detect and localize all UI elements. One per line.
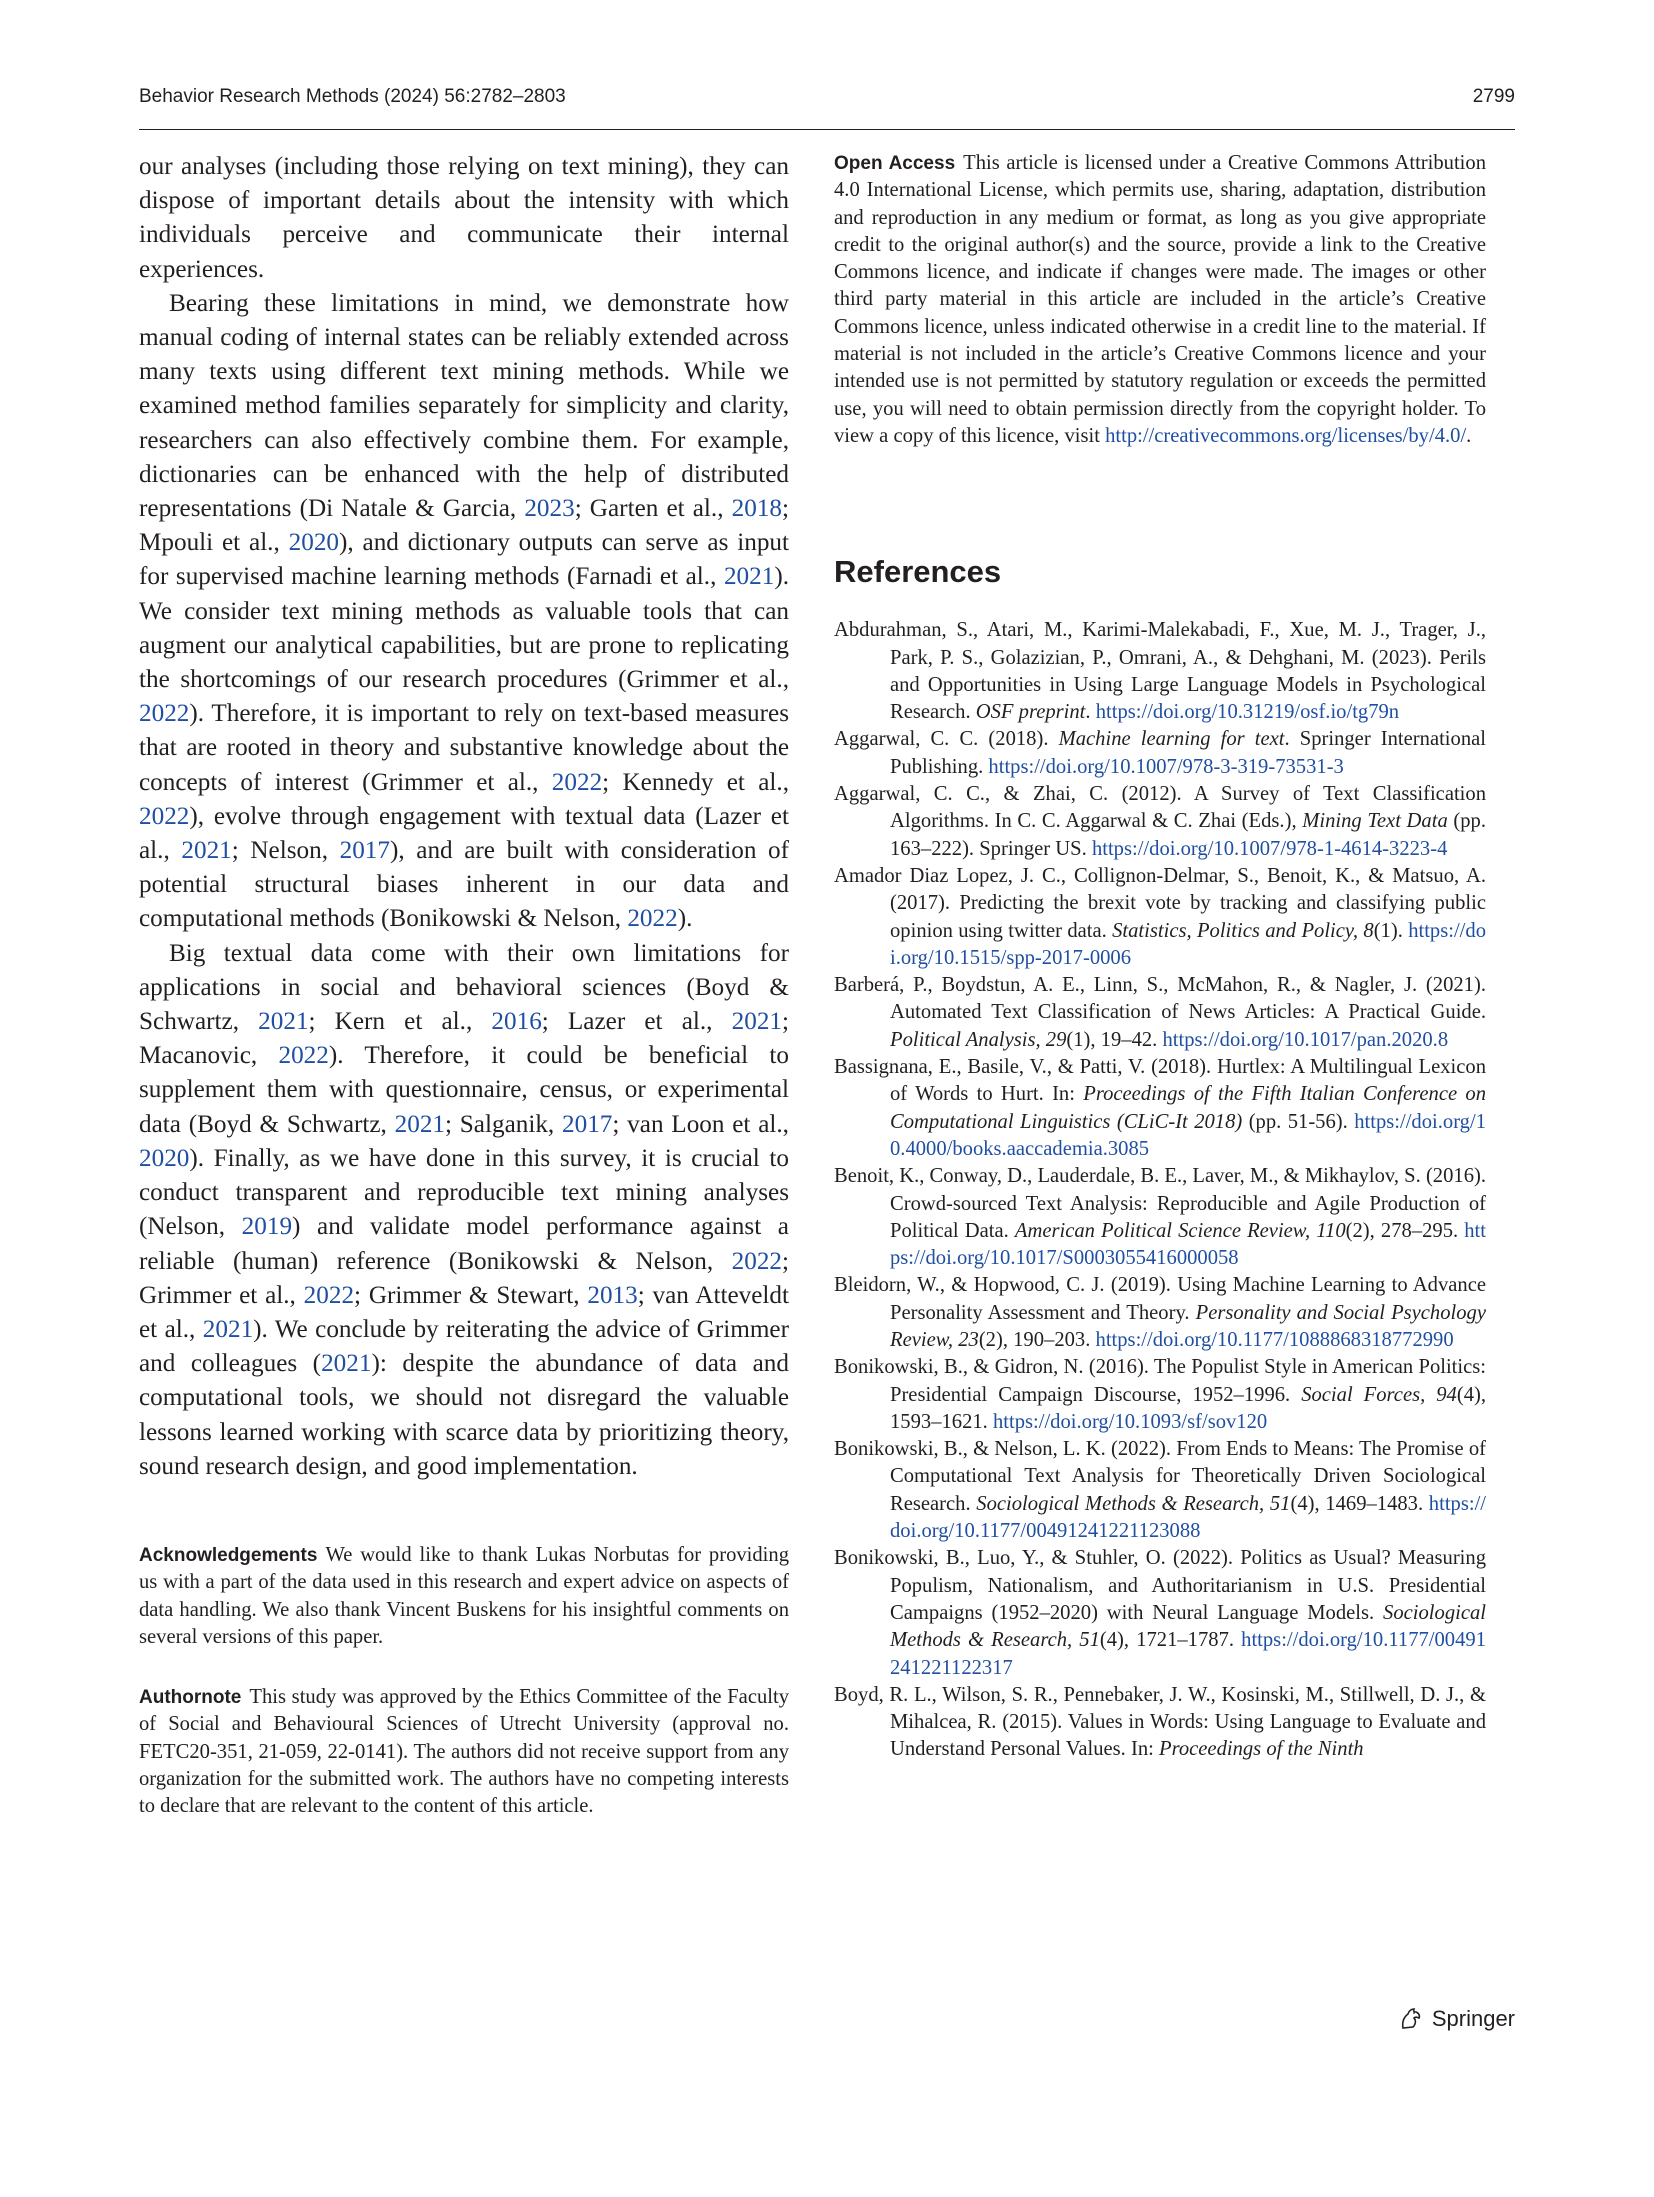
reference-details: (2), 278–295. (1345, 1219, 1465, 1242)
text-run: ). Therefore, it is important to rely on text-based measures that are rooted in theory and substantive knowledge about the concepts of interest (Grimmer et al., (139, 700, 789, 796)
author-note-heading: Authornote (139, 1687, 242, 1709)
header-rule (139, 129, 1515, 130)
text-run: ; Kennedy et al., (602, 768, 789, 796)
reference-doi-link[interactable]: https://doi.org/10.4000/books.aaccademia.3085 (890, 1110, 1486, 1160)
text-run: ; Garten et al., (574, 495, 732, 523)
reference-text: Aggarwal, C. C., & Zhai, C. (2012). A Survey of Text Classification Algorithms. In C. C. Aggarwal & C. Zhai (Eds.), (834, 783, 1486, 833)
reference-text: Bassignana, E., Basile, V., & Patti, V. (2018). Hurtlex: A Multilingual Lexicon of Words to Hurt. In: (834, 1056, 1486, 1106)
reference-text: Benoit, K., Conway, D., Lauderdale, B. E., Laver, M., & Mikhaylov, S. (2016). Crowd-sourced Text Analysis: Reproducible and Agile Production of Political Data. (834, 1165, 1486, 1242)
text-run: ; van Loon et al., (612, 1110, 789, 1138)
text-run: ) and validate model performance against a reliable (human) reference (Bonikowski & Nelson, (139, 1213, 789, 1275)
reference-doi-link[interactable]: https://doi.org/10.1177/1088868318772990 (1095, 1328, 1454, 1351)
reference-source: OSF preprint (975, 701, 1086, 724)
citation-link[interactable]: 2020 (288, 529, 339, 557)
citation-link[interactable]: 2021 (731, 1008, 782, 1036)
springer-horse-icon (1398, 2006, 1424, 2032)
text-run: ; Macanovic, (139, 1008, 789, 1070)
reference-entry (834, 1682, 1486, 1764)
citation-link[interactable]: 2017 (562, 1110, 613, 1138)
citation-link[interactable]: 2022 (627, 905, 678, 933)
text-run: ). We consider text mining methods as valuable tools that can augment our analytical capabilities, but are prone to replicating the shortcomings of our research procedures (Grimmer et al., (139, 563, 789, 694)
reference-source: Machine learning for text (1058, 728, 1285, 751)
reference-source: Proceedings of the Ninth (1159, 1738, 1364, 1761)
reference-source: American Political Science Review, 110 (1014, 1219, 1346, 1242)
text-run: Bearing these limitations in mind, we demonstrate how manual coding of internal states can be reliably extended across many texts using different text mining methods. While we examined method families separately for simplicity and clarity, researchers can also effectively combine them. For example, dictionaries can be enhanced with the help of distributed representations (Di Natale & Garcia, (139, 289, 789, 523)
reference-details: (2), 190–203. (978, 1328, 1096, 1351)
reference-doi-link[interactable]: https://doi.org/10.1515/spp-2017-0006 (890, 919, 1486, 969)
reference-entry (834, 1354, 1486, 1436)
acknowledgements-text: We would like to thank Lukas Norbutas for providing us with a part of the data used in this research and expert advice on aspects of data handling. We also thank Vincent Buskens for his insightful comments on several versions of this paper. (139, 1543, 789, 1648)
open-access-notice (834, 150, 1486, 450)
acknowledgements-heading: Acknowledgements (139, 1544, 318, 1566)
paragraph-2 (139, 287, 789, 937)
reference-entry (834, 1545, 1486, 1681)
text-run: ). (677, 905, 693, 933)
text-run: ; Salganik, (445, 1110, 563, 1138)
text-run: ), and dictionary outputs can serve as input for supervised machine learning methods (Farnadi et al., (139, 529, 790, 591)
reference-details: . (1085, 701, 1096, 724)
open-access-end: . (1466, 424, 1472, 447)
reference-entry (834, 1163, 1486, 1272)
reference-entry (834, 1436, 1486, 1545)
reference-details: (1). (1373, 919, 1409, 942)
publisher-logo (1398, 2006, 1515, 2032)
licence-link[interactable]: http://creativecommons.org/licenses/by/4.0/ (1105, 424, 1467, 447)
text-run: ; Grimmer & Stewart, (354, 1281, 588, 1309)
citation-link[interactable]: 2022 (139, 700, 190, 728)
reference-doi-link[interactable]: https://doi.org/10.1093/sf/sov120 (992, 1410, 1268, 1433)
text-run: ; Grimmer et al., (139, 1247, 789, 1309)
reference-text: Bonikowski, B., & Gidron, N. (2016). The Populist Style in American Politics: Presidential Campaign Discourse, 1952–1996. (834, 1356, 1486, 1406)
publisher-name: Springer (1431, 2006, 1515, 2031)
citation-link[interactable]: 2023 (524, 495, 575, 523)
citation-link[interactable]: 2017 (339, 837, 390, 865)
reference-entry (834, 617, 1486, 726)
reference-entry (834, 972, 1486, 1054)
citation-link[interactable]: 2016 (491, 1008, 542, 1036)
text-run: ; van Atteveldt et al., (139, 1281, 790, 1343)
citation-link[interactable]: 2022 (551, 768, 603, 796)
reference-details: (4), 1721–1787. (1099, 1629, 1242, 1652)
references-list (834, 617, 1486, 1763)
citation-link[interactable]: 2020 (139, 1144, 190, 1172)
text-run: ; Mpouli et al., (139, 495, 789, 557)
reference-source: Political Analysis, 29 (890, 1028, 1067, 1051)
citation-link[interactable]: 2021 (321, 1350, 372, 1378)
left-column (139, 150, 789, 1821)
reference-doi-link[interactable]: https://doi.org/10.1177/00491241221123088 (890, 1492, 1487, 1543)
reference-entry (834, 863, 1486, 972)
reference-source: Proceedings of the Fifth Italian Conference on Computational Linguistics (CLiC-It 2018) (890, 1083, 1487, 1133)
text-run: ; Kern et al., (308, 1008, 492, 1036)
reference-text: Abdurahman, S., Atari, M., Karimi-Malekabadi, F., Xue, M. J., Trager, J., Park, P. S., Golazizian, P., Omrani, A., & Dehghani, M. (2023). Perils and Opportunities in Using Large Language Models in Psychological Research. (834, 619, 1486, 724)
citation-link[interactable]: 2021 (394, 1110, 446, 1138)
text-run: ; Lazer et al., (541, 1008, 732, 1036)
text-run: ), evolve through engagement with textual data (Lazer et al., (139, 802, 789, 865)
body-text (139, 150, 789, 1484)
reference-details: (pp. 51-56). (1242, 1110, 1355, 1133)
citation-link[interactable]: 2022 (303, 1281, 355, 1309)
acknowledgements (139, 1542, 789, 1651)
paragraph-3 (139, 937, 789, 1484)
text-run: ). Finally, as we have done in this survey, it is crucial to conduct transparent and reproducible text mining analyses (Nelson, (139, 1144, 789, 1241)
citation-link[interactable]: 2013 (587, 1281, 638, 1309)
journal-citation: Behavior Research Methods (2024) 56:2782–2803 (139, 86, 566, 107)
citation-link[interactable]: 2021 (723, 563, 775, 591)
reference-details: (4), 1469–1483. (1290, 1492, 1429, 1515)
reference-doi-link[interactable]: https://doi.org/10.1007/978-1-4614-3223-4 (1091, 837, 1448, 860)
reference-source: Mining Text Data (1302, 810, 1448, 833)
open-access-heading: Open Access (834, 153, 956, 174)
reference-doi-link[interactable]: https://doi.org/10.1017/S0003055416000058 (890, 1219, 1486, 1270)
reference-text: Bonikowski, B., Luo, Y., & Stuhler, O. (2022). Politics as Usual? Measuring Populism, Nationalism, and Authoritarianism in U.S. Presidential Campaigns (1952–2020) with Neural Language Models. (834, 1547, 1486, 1624)
citation-link[interactable]: 2022 (278, 1042, 329, 1070)
references-heading: References (834, 554, 1002, 590)
open-access-text: This article is licensed under a Creative Commons Attribution 4.0 International License, which permits use, sharing, adaptation, distribution and reproduction in any medium or format, as long as you give appropriate credit to the original author(s) and the source, provide a link to the Creative Commons licence, and indicate if changes were made. The images or other third party material in this article are included in the article’s Creative Commons licence, unless indicated otherwise in a credit line to the material. If material is not included in the article’s Creative Commons licence and your intended use is not permitted by statutory regulation or exceeds the permitted use, you will need to obtain permission directly from the copyright holder. To view a copy of this licence, visit (834, 152, 1486, 447)
reference-source: Sociological Methods & Research, 51 (890, 1601, 1486, 1652)
reference-details: (pp. 163–222). Springer US. (890, 810, 1486, 860)
reference-doi-link[interactable]: https://doi.org/10.31219/osf.io/tg79n (1095, 701, 1400, 724)
reference-entry (834, 726, 1486, 781)
citation-link[interactable]: 2019 (241, 1213, 293, 1241)
reference-doi-link[interactable]: https://doi.org/10.1177/00491241221122317 (890, 1629, 1486, 1679)
citation-link[interactable]: 2021 (202, 1315, 254, 1343)
reference-source: Personality and Social Psychology Review, 23 (890, 1301, 1486, 1351)
reference-doi-link[interactable]: https://doi.org/10.1007/978-3-319-73531-3 (988, 755, 1344, 778)
citation-link[interactable]: 2022 (139, 802, 190, 830)
reference-text: Amador Diaz Lopez, J. C., Collignon-Delmar, S., Benoit, K., & Matsuo, A. (2017). Predicting the brexit vote by tracking and classifying public opinion using twitter data. (834, 864, 1486, 942)
text-run: ). Therefore, it could be beneficial to supplement them with questionnaire, census, or experimental data (Boyd & Schwartz, (139, 1042, 789, 1138)
reference-details: . Springer International Publishing. (890, 728, 1486, 778)
right-column (834, 150, 1486, 1764)
author-note-text: This study was approved by the Ethics Committee of the Faculty of Social and Behavioural Sciences of Utrecht University (approval no. FETC20-351, 21-059, 22-0141). The authors did not receive support from any organization for the submitted work. The authors have no competing interests to declare that are relevant to the content of this article. (139, 1686, 789, 1818)
reference-text: Boyd, R. L., Wilson, S. R., Pennebaker, J. W., Kosinski, M., Stillwell, D. J., & Mihalcea, R. (2015). Values in Words: Using Language to Evaluate and Understand Personal Values. In: (834, 1683, 1486, 1761)
reference-details: (1), 19–42. (1066, 1028, 1163, 1051)
reference-source: Sociological Methods & Research, 51 (976, 1492, 1291, 1515)
reference-text: Barberá, P., Boydstun, A. E., Linn, S., McMahon, R., & Nagler, J. (2021). Automated Text Classification of News Articles: A Practical Guide. (834, 974, 1486, 1024)
citation-link[interactable]: 2021 (258, 1008, 309, 1036)
reference-entry (834, 781, 1486, 863)
text-run: ): despite the abundance of data and computational tools, we should not disregard the valuable lessons learned working with scarce data by prioritizing theory, sound research design, and good implementation. (139, 1350, 789, 1480)
text-run: ). We conclude by reiterating the advice of Grimmer and colleagues ( (139, 1315, 790, 1378)
text-run: ; Nelson, (231, 837, 340, 865)
reference-details: (4), 1593–1621. (890, 1383, 1487, 1433)
text-run: our analyses (including those relying on text mining), they can dispose of important details about the intensity with which individuals perceive and communicate their internal experiences. (139, 153, 789, 283)
text-run: ), and are built with consideration of potential structural biases inherent in our data and computational methods (Bonikowski & Nelson, (139, 837, 789, 933)
author-note (139, 1684, 789, 1820)
reference-doi-link[interactable]: https://doi.org/10.1017/pan.2020.8 (1162, 1028, 1449, 1051)
text-run: Big textual data come with their own limitations for applications in social and behavioral sciences (Boyd & Schwartz, (139, 939, 789, 1036)
citation-link[interactable]: 2022 (731, 1247, 782, 1275)
page-number: 2799 (1472, 86, 1515, 107)
reference-entry (834, 1054, 1486, 1163)
citation-link[interactable]: 2018 (731, 495, 782, 523)
reference-text: Aggarwal, C. C. (2018). (834, 728, 1059, 751)
citation-link[interactable]: 2021 (181, 837, 232, 865)
reference-text: Bonikowski, B., & Nelson, L. K. (2022). From Ends to Means: The Promise of Computational Text Analysis for Theoretically Driven Sociological Research. (834, 1438, 1486, 1515)
running-header (139, 86, 1515, 116)
reference-source: Social Forces, 94 (1301, 1383, 1457, 1406)
reference-entry (834, 1272, 1486, 1354)
reference-source: Statistics, Politics and Policy, 8 (1112, 919, 1374, 942)
paragraph-1 (139, 150, 789, 287)
reference-text: Bleidorn, W., & Hopwood, C. J. (2019). Using Machine Learning to Advance Personality Assessment and Theory. (834, 1274, 1486, 1324)
